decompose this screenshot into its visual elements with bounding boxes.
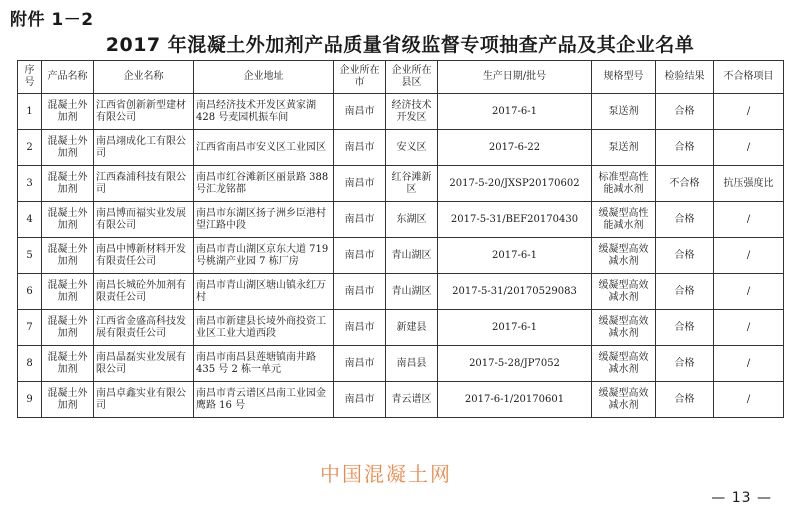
- table-body: [18, 94, 784, 418]
- col-failed-items-cell: /: [714, 346, 784, 382]
- col-failed-items-cell: /: [714, 310, 784, 346]
- col-spec-model-cell: 缓凝型高效减水剂: [592, 310, 656, 346]
- col-result-header: 检验结果: [656, 61, 714, 94]
- col-seq-cell: 1: [18, 94, 42, 130]
- table-row: [18, 346, 784, 382]
- col-company-name-cell: 南昌中博新材料开发有限责任公司: [94, 238, 194, 274]
- page-number: — 13 —: [711, 490, 772, 506]
- col-company-name-header: 企业名称: [94, 61, 194, 94]
- col-product-name-cell: 混凝土外加剂: [42, 238, 94, 274]
- col-production-date-batch-cell: 2017-5-28/JP7052: [438, 346, 592, 382]
- col-seq-cell: 6: [18, 274, 42, 310]
- col-failed-items-cell: /: [714, 202, 784, 238]
- document-title: 2017 年混凝土外加剂产品质量省级监督专项抽查产品及其企业名单: [105, 34, 695, 56]
- col-failed-items-cell: /: [714, 238, 784, 274]
- col-result-cell: 合格: [656, 310, 714, 346]
- col-spec-model-cell: 缓凝型高效减水剂: [592, 238, 656, 274]
- col-failed-items-cell: /: [714, 94, 784, 130]
- header-row: [18, 61, 784, 94]
- col-company-address-cell: 南昌市青山湖区京东大道 719 号桃湖产业园 7 栋厂房: [194, 238, 334, 274]
- col-company-address-cell: 南昌市青山湖区塘山镇永红万村: [194, 274, 334, 310]
- col-failed-items-cell: /: [714, 382, 784, 418]
- col-company-address-header: 企业地址: [194, 61, 334, 94]
- col-production-date-batch-cell: 2017-6-22: [438, 130, 592, 166]
- col-seq-header: 序号: [18, 61, 42, 94]
- inspection-table: [17, 60, 784, 418]
- col-product-name-cell: 混凝土外加剂: [42, 310, 94, 346]
- col-spec-model-cell: 缓凝型高效减水剂: [592, 382, 656, 418]
- col-district-cell: 青山湖区: [386, 238, 438, 274]
- table-header: [18, 61, 784, 94]
- col-result-cell: 合格: [656, 202, 714, 238]
- col-city-cell: 南昌市: [334, 310, 386, 346]
- col-result-cell: 合格: [656, 274, 714, 310]
- col-product-name-cell: 混凝土外加剂: [42, 382, 94, 418]
- col-production-date-batch-cell: 2017-5-20/JXSP20170602: [438, 166, 592, 202]
- col-production-date-batch-cell: 2017-6-1: [438, 238, 592, 274]
- col-result-cell: 合格: [656, 130, 714, 166]
- col-spec-model-cell: 泵送剂: [592, 130, 656, 166]
- col-district-cell: 红谷滩新区: [386, 166, 438, 202]
- col-company-address-cell: 南昌市红谷滩新区丽景路 388 号汇龙铭都: [194, 166, 334, 202]
- col-district-cell: 南昌县: [386, 346, 438, 382]
- col-district-cell: 青山湖区: [386, 274, 438, 310]
- col-production-date-batch-header: 生产日期/批号: [438, 61, 592, 94]
- col-spec-model-cell: 缓凝型高效减水剂: [592, 274, 656, 310]
- col-district-cell: 青云谱区: [386, 382, 438, 418]
- col-production-date-batch-cell: 2017-5-31/BEF20170430: [438, 202, 592, 238]
- col-product-name-cell: 混凝土外加剂: [42, 130, 94, 166]
- col-seq-cell: 5: [18, 238, 42, 274]
- col-product-name-cell: 混凝土外加剂: [42, 346, 94, 382]
- attachment-label: 附件 1－2: [10, 10, 94, 30]
- col-product-name-cell: 混凝土外加剂: [42, 166, 94, 202]
- col-city-cell: 南昌市: [334, 94, 386, 130]
- col-production-date-batch-cell: 2017-6-1: [438, 310, 592, 346]
- col-product-name-cell: 混凝土外加剂: [42, 274, 94, 310]
- col-company-address-cell: 南昌经济技术开发区黄家湖 428 号麦园机振车间: [194, 94, 334, 130]
- col-result-cell: 合格: [656, 238, 714, 274]
- col-spec-model-cell: 缓凝型高效减水剂: [592, 346, 656, 382]
- col-city-cell: 南昌市: [334, 238, 386, 274]
- col-district-cell: 经济技术开发区: [386, 94, 438, 130]
- col-district-cell: 安义区: [386, 130, 438, 166]
- col-company-name-cell: 江西省金盛高科技发展有限责任公司: [94, 310, 194, 346]
- col-company-name-cell: 南昌卓鑫实业有限公司: [94, 382, 194, 418]
- col-city-header: 企业所在市: [334, 61, 386, 94]
- col-spec-model-cell: 标准型高性能减水剂: [592, 166, 656, 202]
- col-company-address-cell: 江西省南昌市安义区工业园区: [194, 130, 334, 166]
- col-company-address-cell: 南昌市东湖区扬子洲乡臣港村望江路中段: [194, 202, 334, 238]
- col-district-cell: 新建县: [386, 310, 438, 346]
- col-product-name-cell: 混凝土外加剂: [42, 94, 94, 130]
- table-row: [18, 166, 784, 202]
- col-result-cell: 不合格: [656, 166, 714, 202]
- col-product-name-cell: 混凝土外加剂: [42, 202, 94, 238]
- col-seq-cell: 8: [18, 346, 42, 382]
- col-company-name-cell: 南昌长城砼外加剂有限责任公司: [94, 274, 194, 310]
- col-company-address-cell: 南昌市新建县长堎外商投资工业区工业大道西段: [194, 310, 334, 346]
- col-spec-model-header: 规格型号: [592, 61, 656, 94]
- col-company-address-cell: 南昌市青云谱区昌南工业园金鹰路 16 号: [194, 382, 334, 418]
- table-row: [18, 94, 784, 130]
- col-result-cell: 合格: [656, 346, 714, 382]
- col-production-date-batch-cell: 2017-5-31/20170529083: [438, 274, 592, 310]
- col-result-cell: 合格: [656, 382, 714, 418]
- table-row: [18, 382, 784, 418]
- col-production-date-batch-cell: 2017-6-1/20170601: [438, 382, 592, 418]
- table-row: [18, 238, 784, 274]
- col-production-date-batch-cell: 2017-6-1: [438, 94, 592, 130]
- col-seq-cell: 9: [18, 382, 42, 418]
- col-failed-items-cell: /: [714, 274, 784, 310]
- col-city-cell: 南昌市: [334, 274, 386, 310]
- col-seq-cell: 3: [18, 166, 42, 202]
- col-company-name-cell: 南昌博而福实业发展有限公司: [94, 202, 194, 238]
- col-seq-cell: 7: [18, 310, 42, 346]
- col-company-name-cell: 南昌翊成化工有限公司: [94, 130, 194, 166]
- col-city-cell: 南昌市: [334, 130, 386, 166]
- watermark-text: 中国混凝土网: [320, 462, 452, 486]
- table-row: [18, 130, 784, 166]
- col-city-cell: 南昌市: [334, 202, 386, 238]
- table-row: [18, 274, 784, 310]
- col-failed-items-header: 不合格项目: [714, 61, 784, 94]
- col-company-name-cell: 江西森浦科技有限公司: [94, 166, 194, 202]
- col-product-name-header: 产品名称: [42, 61, 94, 94]
- col-spec-model-cell: 泵送剂: [592, 94, 656, 130]
- col-company-name-cell: 南昌晶磊实业发展有限公司: [94, 346, 194, 382]
- col-city-cell: 南昌市: [334, 166, 386, 202]
- col-city-cell: 南昌市: [334, 346, 386, 382]
- col-city-cell: 南昌市: [334, 382, 386, 418]
- col-district-header: 企业所在县区: [386, 61, 438, 94]
- col-failed-items-cell: 抗压强度比: [714, 166, 784, 202]
- col-seq-cell: 2: [18, 130, 42, 166]
- table-row: [18, 202, 784, 238]
- col-failed-items-cell: /: [714, 130, 784, 166]
- col-district-cell: 东湖区: [386, 202, 438, 238]
- col-seq-cell: 4: [18, 202, 42, 238]
- col-company-address-cell: 南昌市南昌县莲塘镇南井路 435 号 2 栋一单元: [194, 346, 334, 382]
- col-spec-model-cell: 缓凝型高性能减水剂: [592, 202, 656, 238]
- table-row: [18, 310, 784, 346]
- col-company-name-cell: 江西省创新新型建材有限公司: [94, 94, 194, 130]
- col-result-cell: 合格: [656, 94, 714, 130]
